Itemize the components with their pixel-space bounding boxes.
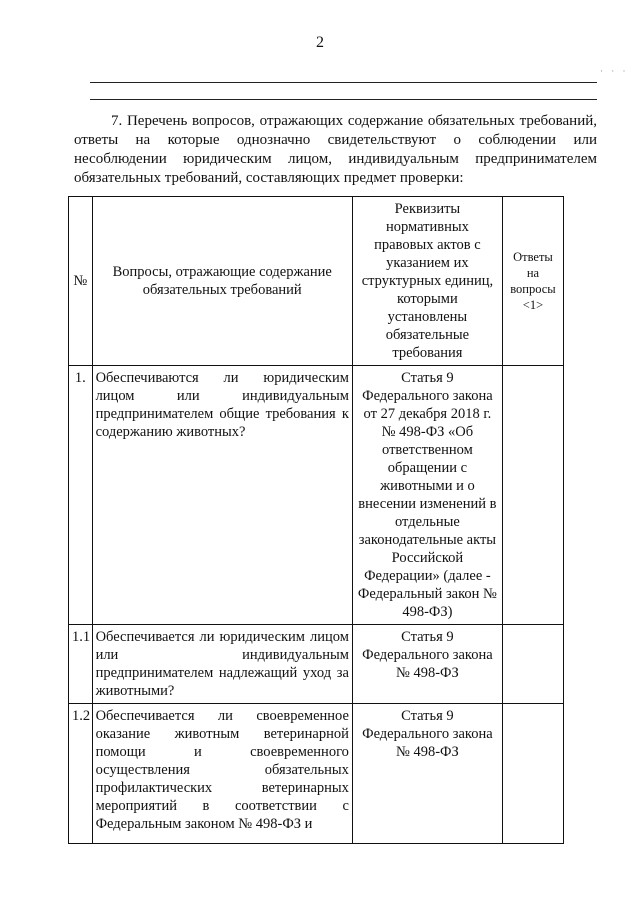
row-answer-cell[interactable] xyxy=(502,625,563,704)
page-number: 2 xyxy=(316,34,324,51)
table-row xyxy=(69,625,564,704)
row-requisites: Статья 9 Федерального закона от 27 декабря 2018 г. № 498-ФЗ «Об ответственном обращении с животными и о внесении изменений в отдельные законодательные акты Российской Федерации» (далее - Федеральный закон № 498-ФЗ) xyxy=(352,366,502,625)
table-row xyxy=(69,366,564,625)
scan-artifact: · · · xyxy=(600,66,629,76)
header-answers: Ответы на вопросы <1> xyxy=(502,197,563,366)
row-question: Обеспечиваются ли юридическим лицом или индивидуальным предпринимателем общие требования к содержанию животных? xyxy=(92,366,352,625)
section-intro-text: 7. Перечень вопросов, отражающих содержание обязательных требований, ответы на которые однозначно свидетельствуют о соблюдении или несоблюдении юридическим лицом, индивидуальным предпринимателем обязательных требований, составляющих предмет проверки: xyxy=(74,113,597,186)
header-rule-top xyxy=(90,82,597,83)
requirements-table xyxy=(68,196,564,844)
row-requisites: Статья 9 Федерального закона № 498-ФЗ xyxy=(352,704,502,844)
row-question: Обеспечивается ли юридическим лицом или индивидуальным предпринимателем надлежащий уход за животными? xyxy=(92,625,352,704)
section-intro xyxy=(74,112,597,188)
table-header-row xyxy=(69,197,564,366)
row-requisites: Статья 9 Федерального закона № 498-ФЗ xyxy=(352,625,502,704)
header-rule-bottom xyxy=(90,99,597,100)
row-number: 1.1 xyxy=(69,625,93,704)
table-row xyxy=(69,704,564,844)
row-answer-cell[interactable] xyxy=(502,366,563,625)
row-answer-cell[interactable] xyxy=(502,704,563,844)
row-number: 1.2 xyxy=(69,704,93,844)
header-question: Вопросы, отражающие содержание обязательных требований xyxy=(92,197,352,366)
row-question: Обеспечивается ли своевременное оказание животным ветеринарной помощи и своевременного осуществления обязательных профилактических ветеринарных мероприятий в соответствии с Федеральным законом № 498-ФЗ и xyxy=(92,704,352,844)
row-number: 1. xyxy=(69,366,93,625)
header-requisites: Реквизиты нормативных правовых актов с указанием их структурных единиц, которыми установлены обязательные требования xyxy=(352,197,502,366)
header-number: № xyxy=(69,197,93,366)
